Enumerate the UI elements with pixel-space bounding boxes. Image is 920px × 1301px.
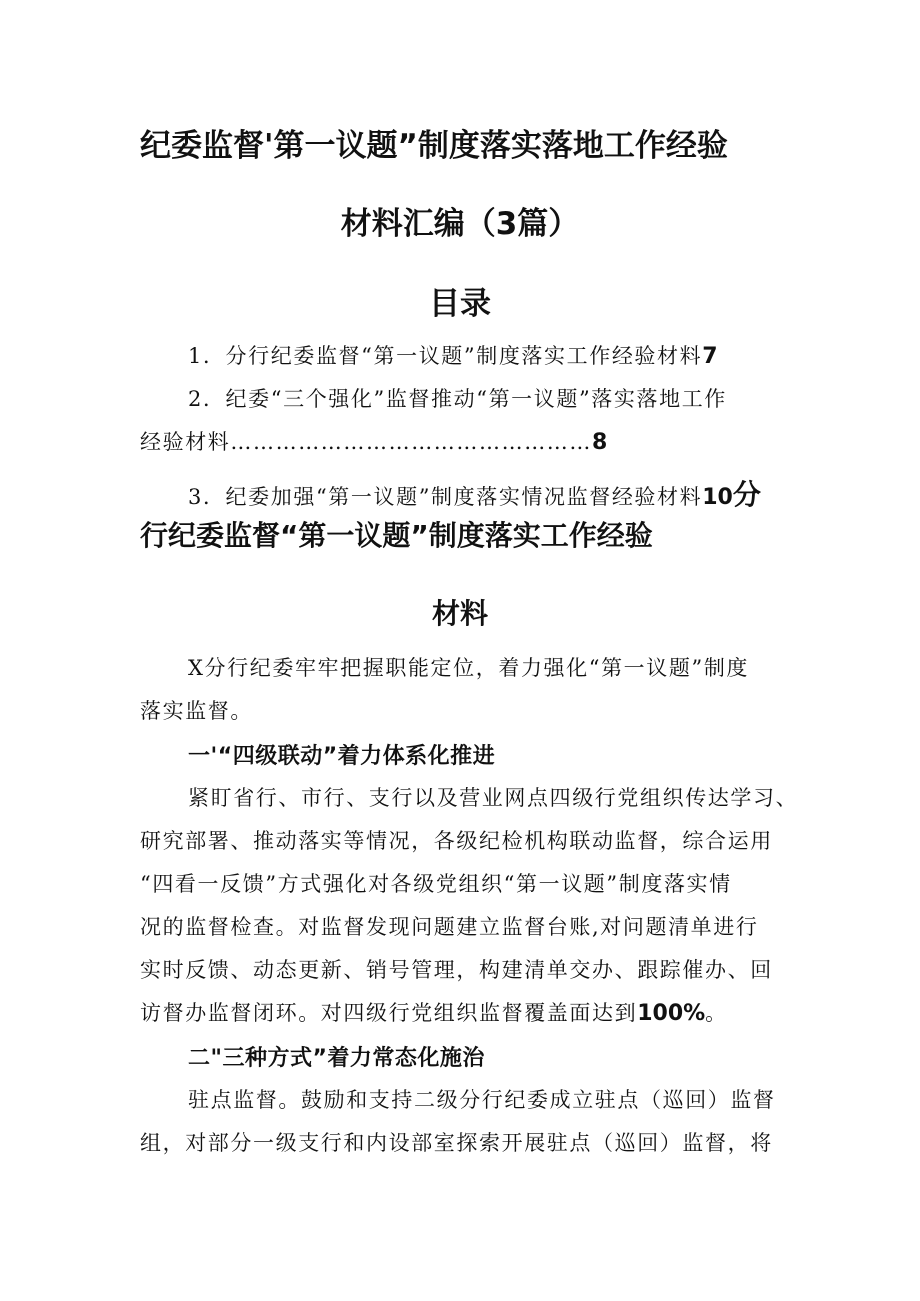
section1-heading: 一'“四级联动”着力体系化推进 xyxy=(188,744,496,769)
toc-heading: 目录 xyxy=(429,286,491,322)
toc-entry-3-text: 3．纪委加强“第一议题”制度落实情况监督经验材料 xyxy=(188,485,703,509)
toc-entry-3 xyxy=(188,473,761,513)
section2-line: 驻点监督。鼓励和支持二级分行纪委成立驻点（巡回）监督 xyxy=(188,1088,776,1112)
section2-heading: 二"三种方式”着力常态化施治 xyxy=(188,1046,485,1071)
coverage-value: 100% xyxy=(637,1001,706,1026)
section1-line: 实时反馈、动态更新、销号管理，构建清单交办、跟踪催办、回 xyxy=(140,958,773,982)
toc-entry-1-page: 7 xyxy=(702,344,718,369)
section1-line: 研究部署、推动落实等情况，各级纪检机构联动监督，综合运用 xyxy=(140,829,773,853)
section1-line: “四看一反馈”方式强化对各级党组织“第一议题”制度落实情 xyxy=(140,872,732,896)
toc-entry-3-page: 10 xyxy=(702,485,733,510)
article-title-line2: 材料 xyxy=(431,597,488,630)
toc-entry-2-leader: 经验材料………………………………………… xyxy=(140,430,592,454)
section1-line: 况的监督检查。对监督发现问题建立监督台账,对问题清单进行 xyxy=(140,915,759,939)
section1-last-text: 访督办监督闭环。对四级行党组织监督覆盖面达到 xyxy=(140,1001,638,1025)
toc-entry-1-text: 1．分行纪委监督“第一议题”制度落实工作经验材料 xyxy=(188,344,703,368)
toc-entry-1 xyxy=(188,340,718,370)
intro-line2: 落实监督。 xyxy=(140,699,253,723)
toc-entry-2-page: 8 xyxy=(592,430,608,455)
article-title-first-char: 分 xyxy=(732,478,761,511)
document-title-line1: 纪委监督'第一议题”制度落实落地工作经验 xyxy=(140,128,728,164)
article-title-line1: 行纪委监督“第一议题”制度落实工作经验 xyxy=(140,519,653,552)
toc-entry-2-line1: 2．纪委“三个强化”监督推动“第一议题”落实落地工作 xyxy=(188,387,727,411)
document-title-line2: 材料汇编（3篇） xyxy=(340,206,580,242)
intro-line1: X分行纪委牢牢把握职能定位，着力强化“第一议题”制度 xyxy=(188,656,750,680)
section1-last-line xyxy=(140,997,728,1027)
section1-line: 紧盯省行、市行、支行以及营业网点四级行党组织传达学习、 xyxy=(188,786,799,810)
section1-last-punct: 。 xyxy=(705,1001,728,1025)
toc-entry-2-line2 xyxy=(140,426,607,456)
section2-line: 组，对部分一级支行和内设部室探索开展驻点（巡回）监督，将 xyxy=(140,1131,773,1155)
